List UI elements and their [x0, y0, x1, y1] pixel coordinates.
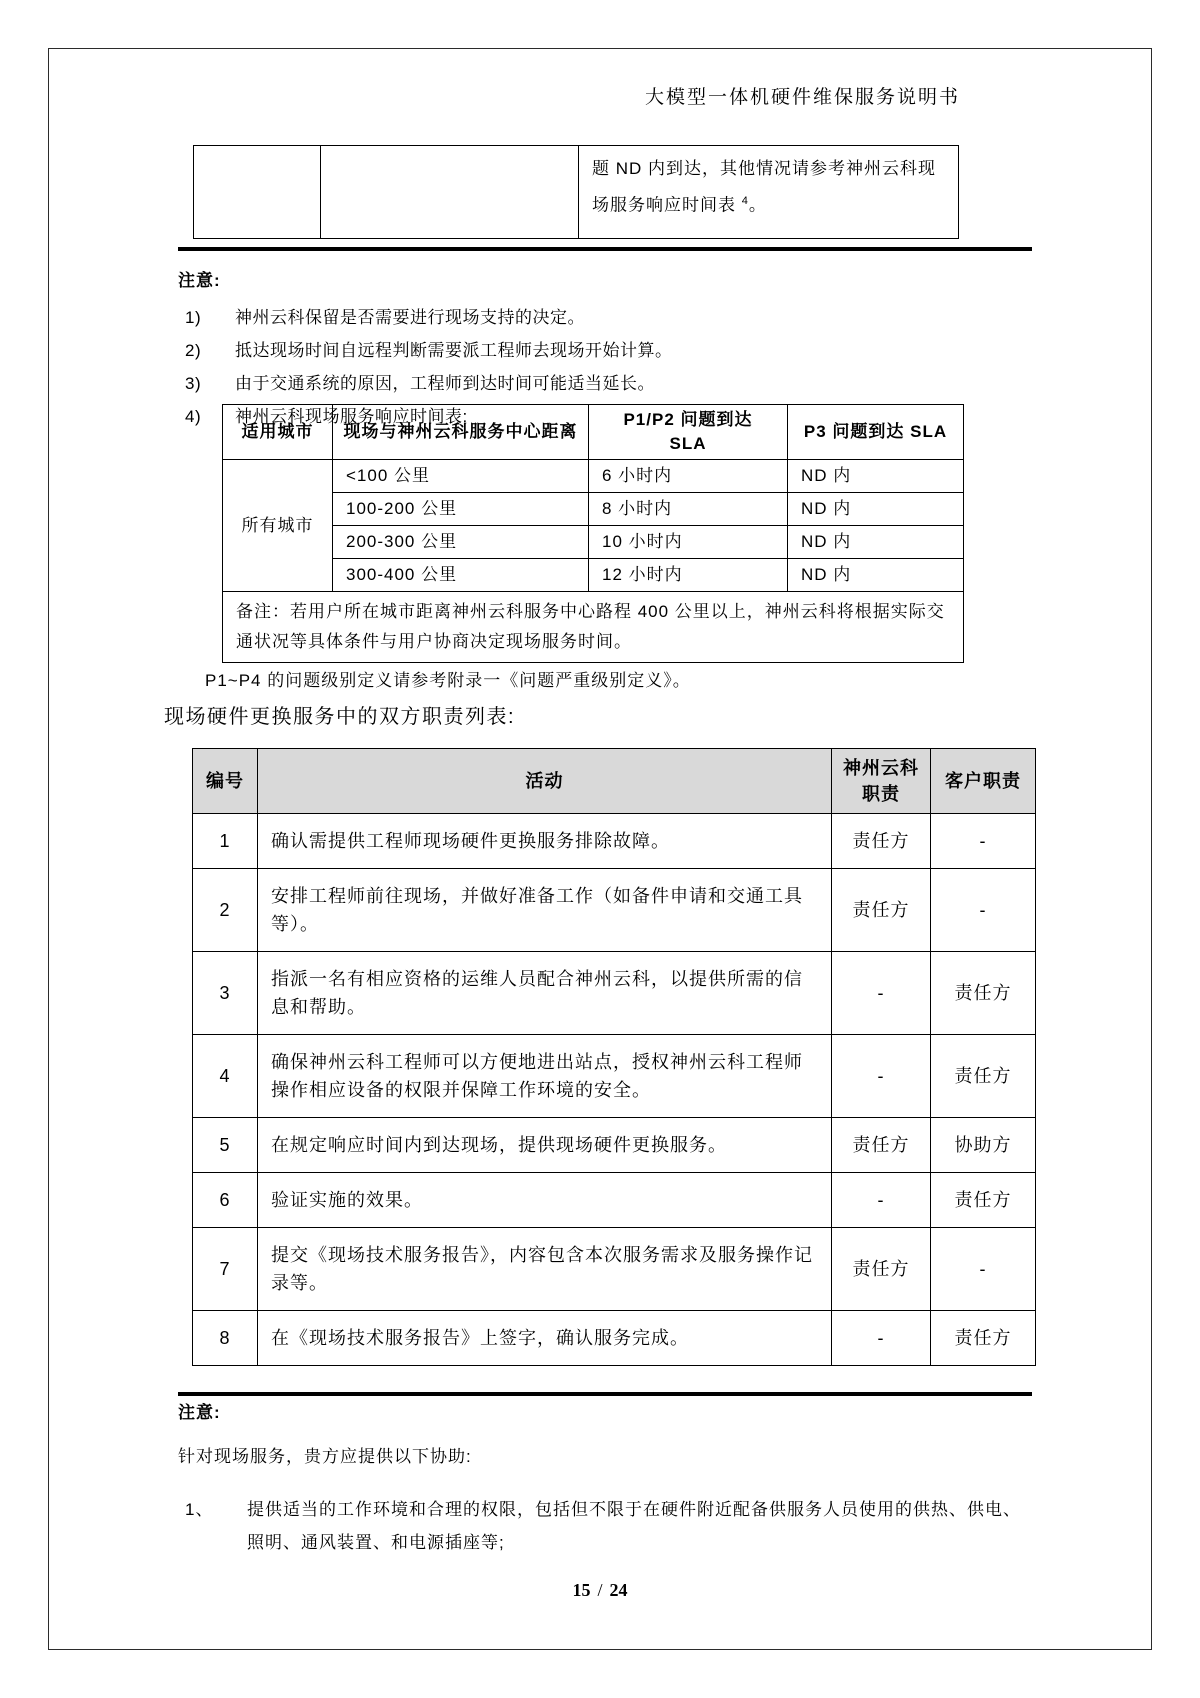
- resp-header-vendor: 神州云科职责: [832, 749, 931, 814]
- resp-vendor: 责任方: [832, 1228, 931, 1311]
- page-number-separator: /: [597, 1580, 603, 1600]
- resp-header-row: [193, 749, 1036, 814]
- resp-no: 3: [193, 952, 258, 1035]
- carryover-empty-cell-2: [321, 146, 579, 239]
- sla-remark: 备注：若用户所在城市距离神州云科服务中心路程 400 公里以上，神州云科将根据实际交通状况等具体条件与用户协商决定现场服务时间。: [223, 592, 964, 663]
- resp-vendor: 责任方: [832, 1118, 931, 1173]
- list-item: [178, 306, 1032, 330]
- resp-activity: 在《现场技术服务报告》上签字，确认服务完成。: [258, 1311, 832, 1366]
- resp-vendor: 责任方: [832, 869, 931, 952]
- list-item-text: 神州云科保留是否需要进行现场支持的决定。: [235, 308, 585, 327]
- resp-row: [193, 1118, 1036, 1173]
- resp-row: [193, 1311, 1036, 1366]
- sla-header-p12: P1/P2 问题到达 SLA: [589, 405, 788, 460]
- sla-header-distance: 现场与神州云科服务中心距离: [333, 405, 589, 460]
- sla-p12: 6 小时内: [589, 460, 788, 493]
- resp-activity: 指派一名有相应资格的运维人员配合神州云科，以提供所需的信息和帮助。: [258, 952, 832, 1035]
- sla-distance: 300-400 公里: [333, 559, 589, 592]
- resp-header-customer: 客户职责: [931, 749, 1036, 814]
- resp-activity: 验证实施的效果。: [258, 1173, 832, 1228]
- resp-header-no: 编号: [193, 749, 258, 814]
- resp-activity: 确保神州云科工程师可以方便地进出站点，授权神州云科工程师操作相应设备的权限并保障工作环境的安全。: [258, 1035, 832, 1118]
- p1p4-definition-note: P1~P4 的问题级别定义请参考附录一《问题严重级别定义》。: [205, 671, 691, 690]
- carryover-text: 题 ND 内到达，其他情况请参考神州云科现场服务响应时间表: [592, 159, 936, 215]
- resp-no: 8: [193, 1311, 258, 1366]
- sla-p12: 10 小时内: [589, 526, 788, 559]
- sla-row: [223, 460, 964, 493]
- carryover-table: [193, 145, 959, 239]
- carryover-row: [194, 146, 959, 239]
- resp-customer: -: [931, 1228, 1036, 1311]
- resp-row: [193, 1035, 1036, 1118]
- resp-vendor: -: [832, 1035, 931, 1118]
- sla-distance: 200-300 公里: [333, 526, 589, 559]
- responsibility-table: [192, 748, 1036, 1366]
- resp-row: [193, 1228, 1036, 1311]
- sla-p3: ND 内: [788, 559, 964, 592]
- list-item-text: 提供适当的工作环境和合理的权限，包括但不限于在硬件附近配备供服务人员使用的供热、供电、照明、通风装置、和电源插座等;: [247, 1500, 1021, 1552]
- resp-customer: 责任方: [931, 1173, 1036, 1228]
- notes-top-label: 注意:: [178, 271, 221, 290]
- notes-section-bottom: [178, 1398, 1038, 1568]
- sla-response-time-table: [222, 404, 964, 663]
- sla-row: [223, 493, 964, 526]
- resp-no: 6: [193, 1173, 258, 1228]
- sla-header-p3: P3 问题到达 SLA: [788, 405, 964, 460]
- resp-row: [193, 869, 1036, 952]
- carryover-text-end: 。: [748, 195, 767, 215]
- resp-activity: 确认需提供工程师现场硬件更换服务排除故障。: [258, 814, 832, 869]
- carryover-empty-cell-1: [194, 146, 321, 239]
- list-item-text: 抵达现场时间自远程判断需要派工程师去现场开始计算。: [235, 341, 673, 360]
- section-divider-bottom: [178, 1392, 1032, 1396]
- resp-customer: -: [931, 814, 1036, 869]
- responsibility-section-heading: 现场硬件更换服务中的双方职责列表:: [164, 706, 516, 728]
- footnote-ref: 4: [741, 195, 749, 207]
- notes-bottom-label: 注意:: [178, 1403, 221, 1422]
- list-item: [178, 1493, 1038, 1559]
- resp-no: 2: [193, 869, 258, 952]
- resp-header-activity: 活动: [258, 749, 832, 814]
- sla-p3: ND 内: [788, 493, 964, 526]
- section-divider-top: [178, 247, 1032, 251]
- sla-header-city: 适用城市: [223, 405, 333, 460]
- list-item-number: 1): [185, 308, 202, 327]
- resp-row: [193, 952, 1036, 1035]
- sla-row: [223, 526, 964, 559]
- page-number: 15: [572, 1580, 591, 1600]
- list-item-text: 神州云科现场服务响应时间表:: [235, 407, 468, 426]
- list-item-number: 4): [185, 407, 202, 426]
- sla-p3: ND 内: [788, 460, 964, 493]
- total-pages: 24: [609, 1580, 628, 1600]
- resp-no: 4: [193, 1035, 258, 1118]
- resp-row: [193, 1173, 1036, 1228]
- resp-no: 1: [193, 814, 258, 869]
- resp-customer: -: [931, 869, 1036, 952]
- list-item: [178, 339, 1032, 363]
- resp-vendor: -: [832, 1311, 931, 1366]
- resp-no: 5: [193, 1118, 258, 1173]
- list-item-text: 由于交通系统的原因，工程师到达时间可能适当延长。: [235, 374, 655, 393]
- resp-row: [193, 814, 1036, 869]
- resp-customer: 协助方: [931, 1118, 1036, 1173]
- sla-distance: <100 公里: [333, 460, 589, 493]
- list-item-number: 2): [185, 341, 202, 360]
- sla-header-row: [223, 405, 964, 460]
- resp-customer: 责任方: [931, 1035, 1036, 1118]
- page-footer: [0, 1580, 1200, 1601]
- sla-row: [223, 559, 964, 592]
- resp-vendor: -: [832, 1173, 931, 1228]
- sla-p3: ND 内: [788, 526, 964, 559]
- resp-customer: 责任方: [931, 1311, 1036, 1366]
- list-item: [178, 372, 1032, 396]
- list-item-number: 1、: [185, 1500, 214, 1519]
- resp-activity: 在规定响应时间内到达现场，提供现场硬件更换服务。: [258, 1118, 832, 1173]
- resp-vendor: 责任方: [832, 814, 931, 869]
- sla-p12: 8 小时内: [589, 493, 788, 526]
- notes-bottom-intro: 针对现场服务，贵方应提供以下协助:: [178, 1447, 472, 1466]
- sla-city-group: 所有城市: [223, 460, 333, 592]
- resp-activity: 提交《现场技术服务报告》，内容包含本次服务需求及服务操作记录等。: [258, 1228, 832, 1311]
- sla-remark-row: [223, 592, 964, 663]
- resp-activity: 安排工程师前往现场，并做好准备工作（如备件申请和交通工具等）。: [258, 869, 832, 952]
- carryover-text-cell: [579, 146, 959, 239]
- resp-customer: 责任方: [931, 952, 1036, 1035]
- sla-distance: 100-200 公里: [333, 493, 589, 526]
- doc-header-title: 大模型一体机硬件维保服务说明书: [644, 87, 960, 108]
- sla-p12: 12 小时内: [589, 559, 788, 592]
- list-item-number: 3): [185, 374, 202, 393]
- resp-no: 7: [193, 1228, 258, 1311]
- resp-vendor: -: [832, 952, 931, 1035]
